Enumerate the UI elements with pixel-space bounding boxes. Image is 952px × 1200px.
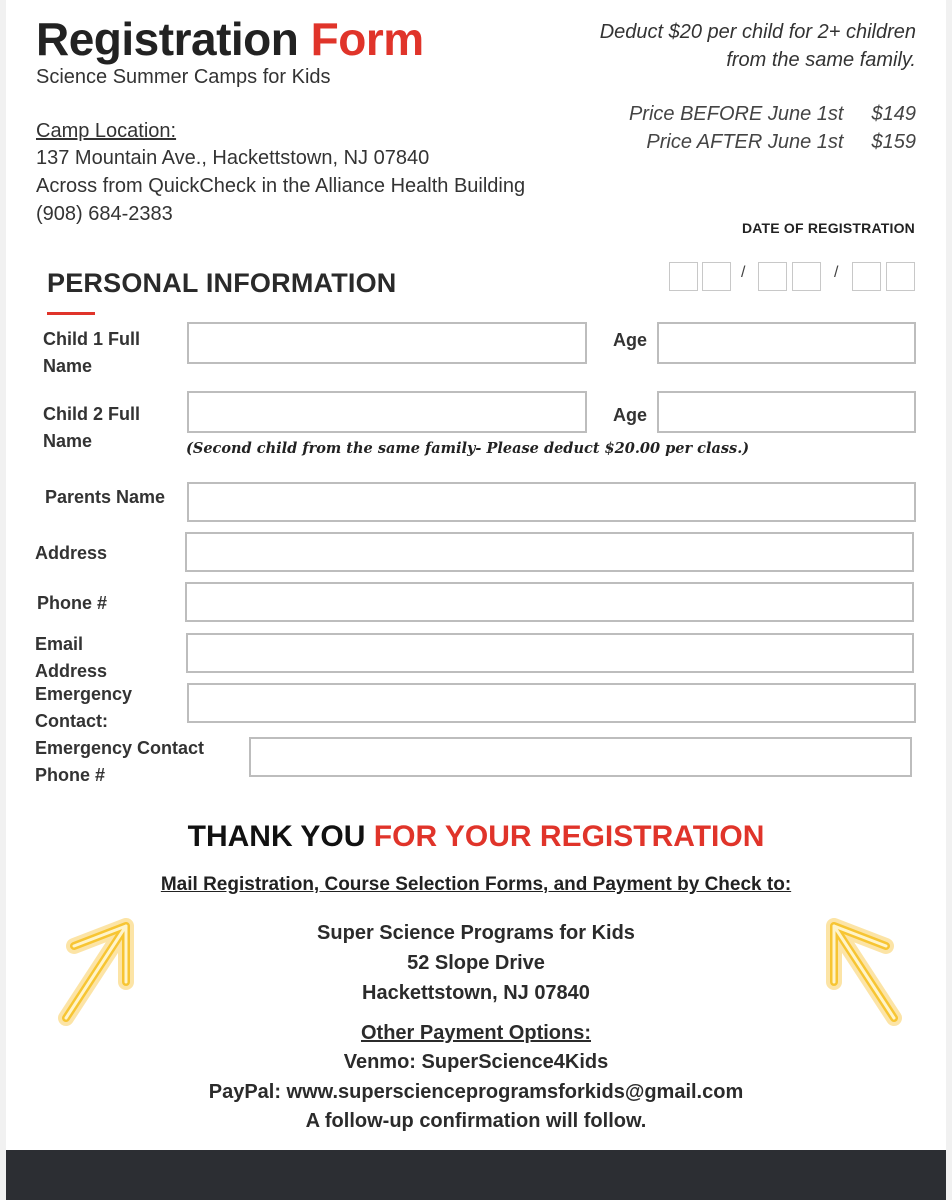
mail-instruction: Mail Registration, Course Selection Forms, and Payment by Check to: xyxy=(160,874,792,895)
mail-org-name: Super Science Programs for Kids xyxy=(317,922,635,944)
label-line: Child 2 Full xyxy=(43,404,140,424)
camp-directions: Across from QuickCheck in the Alliance Health Building xyxy=(36,175,526,197)
price-list xyxy=(586,100,916,156)
parents-name-input[interactable] xyxy=(187,482,916,522)
label-line: Phone # xyxy=(35,765,106,785)
thank-you-heading xyxy=(6,820,946,854)
child1-name-label xyxy=(43,326,140,380)
date-day-digit-2[interactable] xyxy=(792,262,821,291)
date-separator: / xyxy=(741,264,746,281)
date-month-digit-2[interactable] xyxy=(702,262,731,291)
child2-age-label: Age xyxy=(613,405,648,425)
price-label: Price AFTER June 1st xyxy=(646,131,844,153)
child2-name-input[interactable] xyxy=(187,391,587,433)
form-title xyxy=(36,12,424,66)
address-input[interactable] xyxy=(185,532,914,572)
price-amount: $159 xyxy=(871,131,916,153)
date-of-registration-label: DATE OF REGISTRATION xyxy=(741,220,915,236)
email-input[interactable] xyxy=(186,633,914,673)
paypal-info: PayPal: www.superscienceprogramsforkids@gmail.com xyxy=(208,1081,744,1103)
label-line: Emergency Contact xyxy=(35,738,205,758)
label-line: Email xyxy=(35,634,84,654)
label-line: Name xyxy=(43,431,93,451)
label-line: Address xyxy=(35,661,108,681)
mail-street: 52 Slope Drive xyxy=(407,952,545,974)
second-child-note: (Second child from the same family- Please deduct $20.00 per class.) xyxy=(186,440,750,457)
camp-location-label: Camp Location: xyxy=(36,120,177,142)
followup-note: A follow-up confirmation will follow. xyxy=(305,1110,647,1132)
date-year-digit-1[interactable] xyxy=(852,262,881,291)
title-main: Registration xyxy=(36,13,299,65)
price-row xyxy=(586,128,916,156)
title-accent: Form xyxy=(310,13,424,65)
camp-phone: (908) 684-2383 xyxy=(36,203,173,225)
discount-line-2: from the same family. xyxy=(726,49,916,71)
date-day-digit-1[interactable] xyxy=(758,262,787,291)
child2-name-label xyxy=(43,401,140,455)
other-payment-text: Other Payment Options: xyxy=(360,1022,592,1044)
family-discount-note xyxy=(496,18,916,74)
mail-city: Hackettstown, NJ 07840 xyxy=(362,982,590,1004)
thanks-red: FOR YOUR REGISTRATION xyxy=(373,820,765,853)
form-subtitle: Science Summer Camps for Kids xyxy=(36,66,331,88)
address-label: Address xyxy=(35,543,108,563)
label-line: Name xyxy=(43,356,93,376)
emergency-phone-input[interactable] xyxy=(249,737,912,777)
label-line: Emergency xyxy=(35,684,133,704)
date-separator: / xyxy=(834,264,839,281)
emergency-contact-label xyxy=(35,681,132,735)
other-payment-label xyxy=(6,1022,946,1045)
child1-name-input[interactable] xyxy=(187,322,587,364)
discount-line-1: Deduct $20 per child for 2+ children xyxy=(599,21,916,43)
phone-label: Phone # xyxy=(37,593,108,613)
label-line: Child 1 Full xyxy=(43,329,140,349)
price-row xyxy=(586,100,916,128)
page-footer-bar xyxy=(6,1150,946,1200)
price-amount: $149 xyxy=(871,103,916,125)
child2-age-input[interactable] xyxy=(657,391,916,433)
heading-underline xyxy=(47,312,95,315)
camp-address: 137 Mountain Ave., Hackettstown, NJ 07840 xyxy=(36,147,430,169)
venmo-info: Venmo: SuperScience4Kids xyxy=(343,1051,609,1073)
child1-age-label: Age xyxy=(613,330,648,350)
date-year-digit-2[interactable] xyxy=(886,262,915,291)
date-month-digit-1[interactable] xyxy=(669,262,698,291)
parents-name-label: Parents Name xyxy=(45,487,166,507)
thanks-dark: THANK YOU xyxy=(187,820,366,853)
emergency-phone-label xyxy=(35,735,204,789)
personal-information-heading: PERSONAL INFORMATION xyxy=(47,268,397,298)
child1-age-input[interactable] xyxy=(657,322,916,364)
label-line: Contact: xyxy=(35,711,108,731)
email-label xyxy=(35,631,107,685)
emergency-contact-input[interactable] xyxy=(187,683,916,723)
phone-input[interactable] xyxy=(185,582,914,622)
registration-form-page xyxy=(6,0,946,1150)
price-label: Price BEFORE June 1st xyxy=(628,103,844,125)
